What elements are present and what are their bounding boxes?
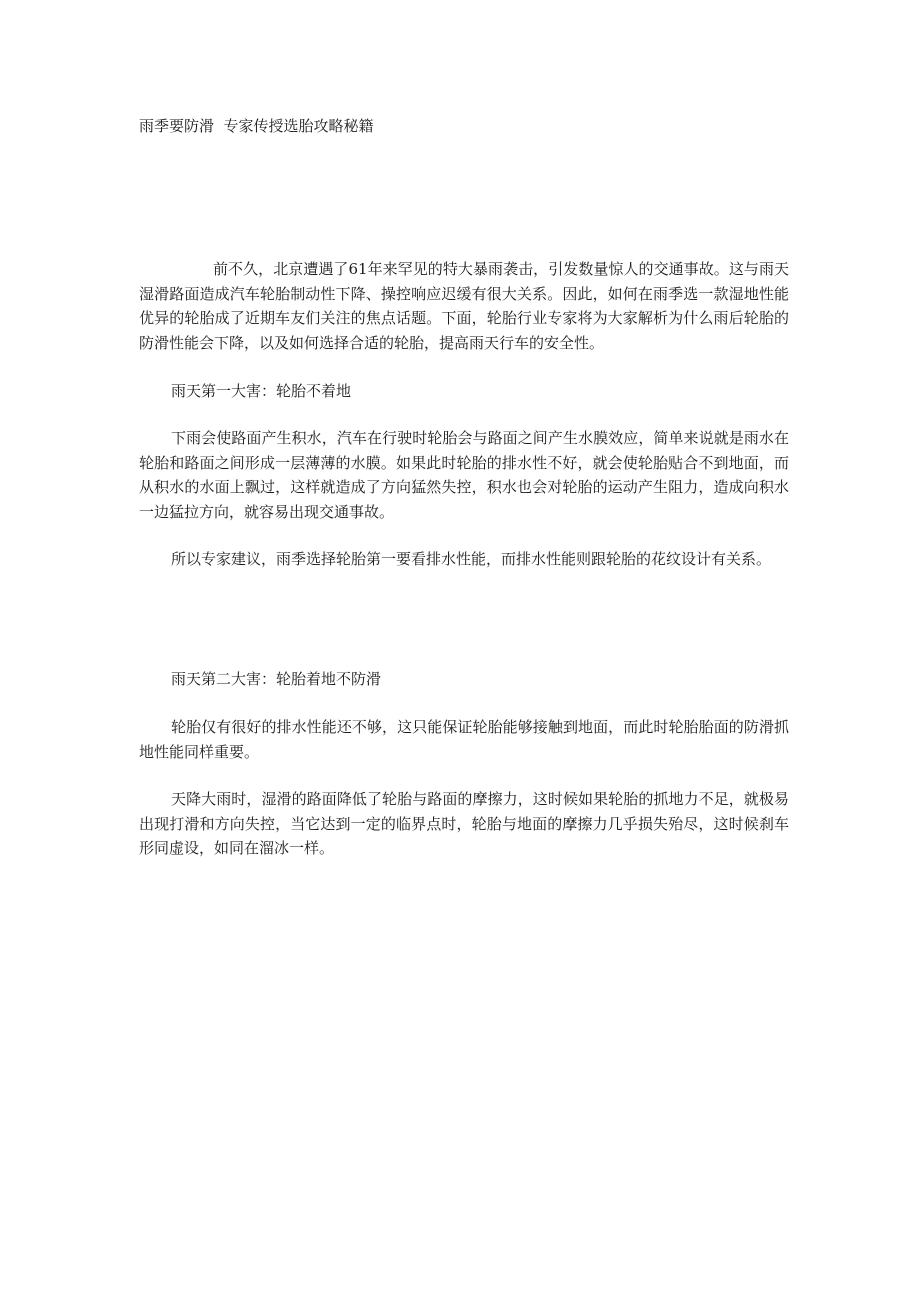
intro-paragraph: 前不久，北京遭遇了61年来罕见的特大暴雨袭击，引发数量惊人的交通事故。这与雨天湿滑路面造成汽车轮胎制动性下降、操控响应迟缓有很大关系。因此，如何在雨季选一款湿地性能优异的轮胎成了近期车友们关注的焦点话题。下面，轮胎行业专家将为大家解析为什么雨后轮胎的防滑性能会下降，以及如何选择合适的轮胎，提高雨天行车的安全性。 — [139, 260, 789, 352]
section-2-heading: 雨天第二大害：轮胎着地不防滑 — [171, 670, 382, 688]
section-2-paragraph-2: 天降大雨时，湿滑的路面降低了轮胎与路面的摩擦力，这时候如果轮胎的抓地力不足，就极易出现打滑和方向失控，当它达到一定的临界点时，轮胎与地面的摩擦力几乎损失殆尽，这时候刹车形同虚设，如同在溜冰一样。 — [139, 790, 789, 857]
section-1-paragraph-1: 下雨会使路面产生积水，汽车在行驶时轮胎会与路面之间产生水膜效应，简单来说就是雨水在轮胎和路面之间形成一层薄薄的水膜。如果此时轮胎的排水性不好，就会使轮胎贴合不到地面，而从积水的水面上飘过，这样就造成了方向猛然失控，积水也会对轮胎的运动产生阻力，造成向积水一边猛拉方向，就容易出现交通事故。 — [139, 429, 789, 521]
section-1-paragraph-2: 所以专家建议，雨季选择轮胎第一要看排水性能，而排水性能则跟轮胎的花纹设计有关系。 — [171, 550, 772, 568]
section-1-heading: 雨天第一大害：轮胎不着地 — [171, 382, 352, 400]
document-title: 雨季要防滑 专家传授选胎攻略秘籍 — [139, 117, 374, 135]
section-2-paragraph-1: 轮胎仅有很好的排水性能还不够，这只能保证轮胎能够接触到地面，而此时轮胎胎面的防滑抓地性能同样重要。 — [139, 718, 789, 761]
